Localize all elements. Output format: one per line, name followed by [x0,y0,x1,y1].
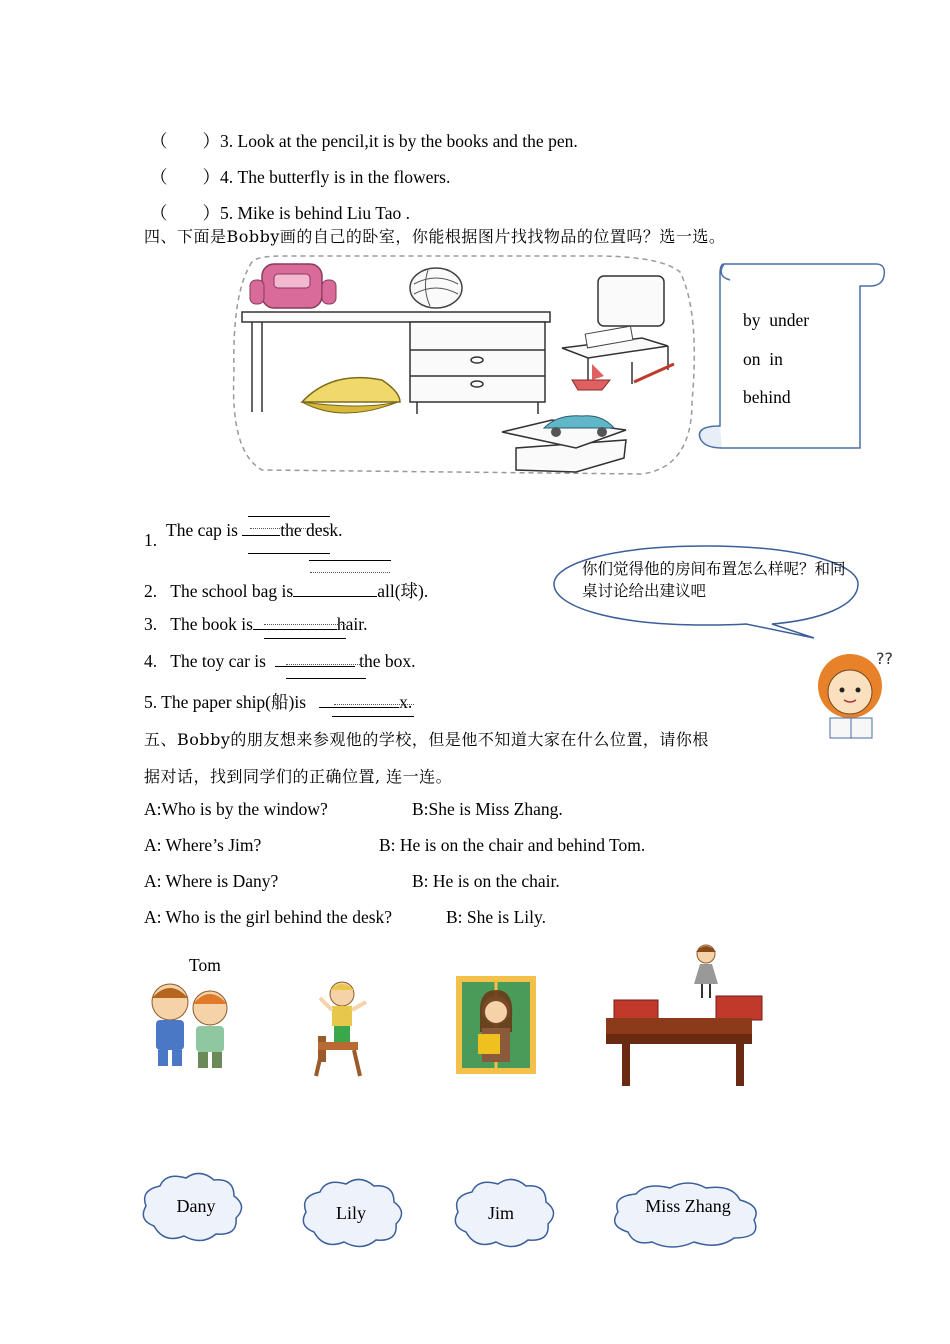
section4-title: 四、下面是Bobby画的自己的卧室，你能根据图片找找物品的位置吗？选一选。 [144,227,726,246]
answer-blank[interactable] [253,615,337,630]
cloud-label-dany: Dany [176,1196,216,1216]
scroll-word-3: behind [743,387,791,407]
cloud-label-jim: Jim [487,1203,514,1223]
thinking-kid-icon [812,648,898,744]
two-boys-picture[interactable] [146,978,234,1074]
answer-blank[interactable] [319,693,399,708]
scroll-word-2: on in [743,349,783,369]
svg-text:??: ?? [876,649,893,668]
pencil-icon [634,364,674,382]
bedroom-illustration [222,252,704,480]
answer-blank-line[interactable] [309,560,391,561]
question-5: 5. The paper ship(船)is x. [144,692,413,712]
desk-with-girl-picture[interactable] [600,940,768,1090]
question-4: 4. The toy car is the box. [144,651,416,671]
cloud-label-lily: Lily [336,1203,366,1223]
dialog-1-a: A:Who is by the window? [144,799,328,819]
answer-blank-line[interactable] [332,716,414,717]
cap-icon [302,378,400,413]
ball-icon [410,268,462,308]
section5-title-line2: 据对话，找到同学们的正确位置, 连一连。 [144,767,453,786]
answer-blank-line[interactable] [264,638,346,639]
boy-on-chair-picture[interactable] [302,978,374,1078]
judge-item-4: （ ）4. The butterfly is in the flowers. [150,167,451,187]
judge-item-3: （ ）3. Look at the pencil,it is by the books and the pen. [150,131,578,151]
answer-blank[interactable] [293,582,377,597]
answer-blank-dots [250,528,330,529]
answer-blank-dots [310,572,390,573]
scroll-frame [694,262,890,454]
answer-blank-line[interactable] [248,553,330,554]
dialog-2-b: B: He is on the chair and behind Tom. [379,835,646,855]
section5-title-line1: 五、Bobby的朋友想来参观他的学校，但是他不知道大家在什么位置，请你根 [144,730,709,749]
answer-blank-line[interactable] [248,516,330,517]
girl-by-window-picture[interactable] [456,976,536,1074]
answer-blank-line[interactable] [286,678,366,679]
dialog-3-a: A: Where is Dany? [144,871,279,891]
question-1-number: 1. [144,530,158,550]
school-bag-icon [250,264,336,308]
dialog-2-a: A: Where’s Jim? [144,835,262,855]
dialog-4-b: B: She is Lily. [446,907,546,927]
answer-paren[interactable]: （ ） [150,203,220,223]
answer-blank-dots [264,624,346,625]
question-3: 3. The book is hair. [144,614,368,634]
answer-paren[interactable]: （ ） [150,167,220,187]
tom-label: Tom [189,955,221,975]
dialog-1-b: B:She is Miss Zhang. [412,799,563,819]
answer-blank-dots [334,704,414,705]
answer-paren[interactable]: （ ） [150,131,220,151]
scroll-word-1: by under [743,310,810,330]
bubble-text: 你们觉得他的房间布置怎么样呢？和同桌讨论给出建议吧 [582,560,846,600]
question-2: 2. The school bag is all(球). [144,581,429,601]
cloud-label-miss-zhang: Miss Zhang [645,1196,731,1216]
paper-ship-icon [572,364,610,390]
judge-item-5: （ ）5. Mike is behind Liu Tao . [150,203,410,223]
answer-blank-dots [286,664,366,665]
question-1: The cap is the desk. [166,520,343,540]
dialog-3-b: B: He is on the chair. [412,871,560,891]
dialog-4-a: A: Who is the girl behind the desk? [144,907,393,927]
